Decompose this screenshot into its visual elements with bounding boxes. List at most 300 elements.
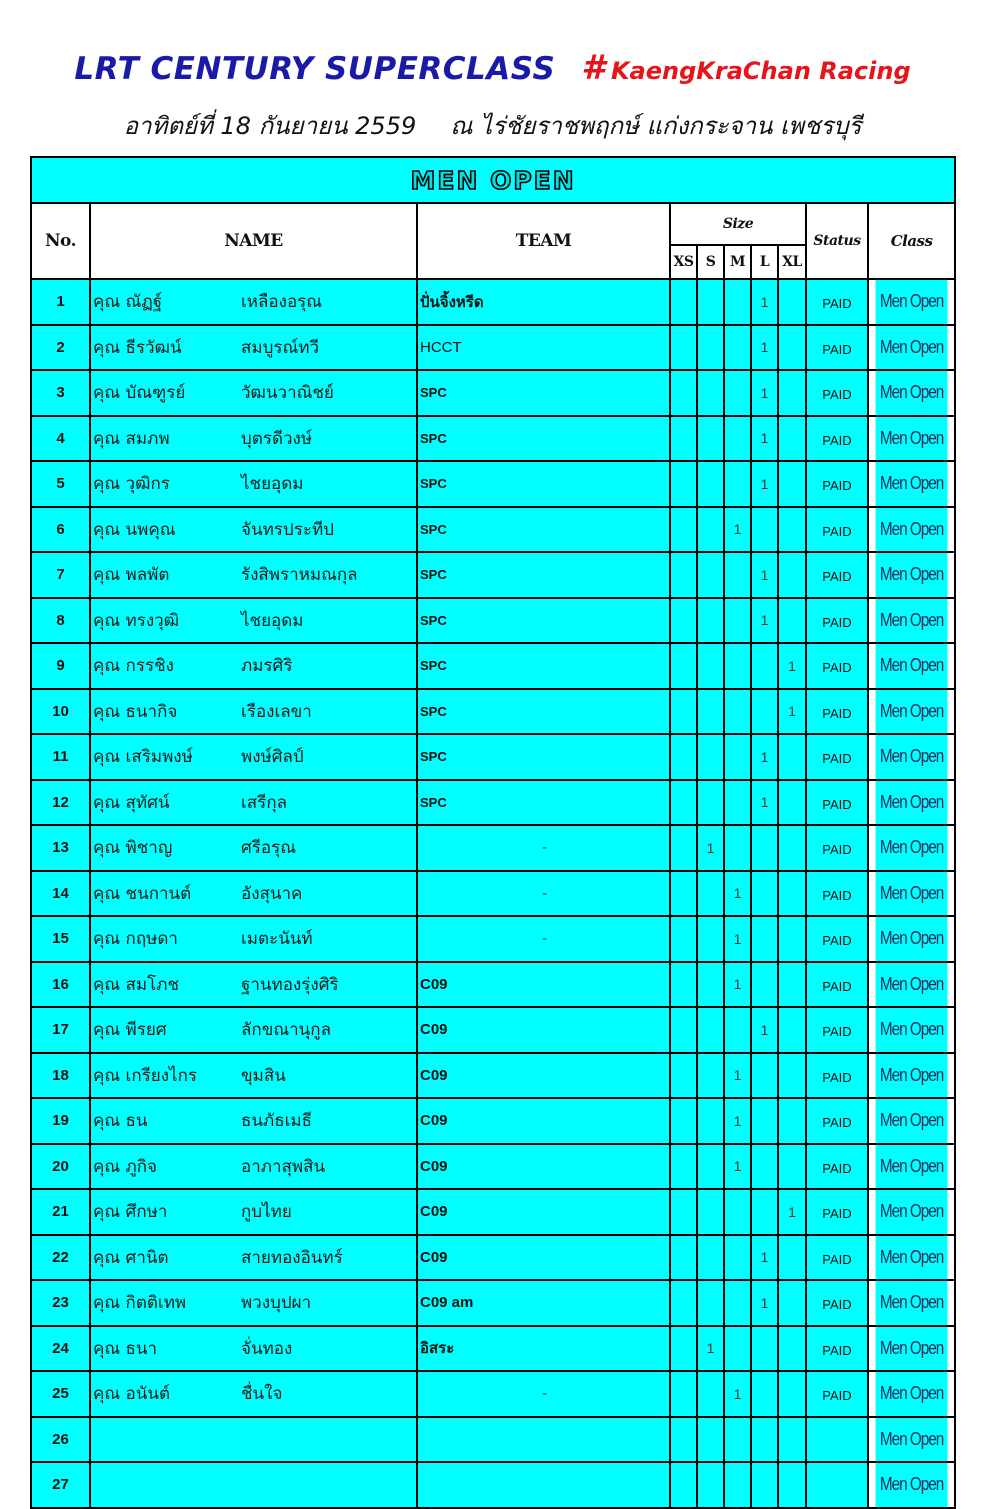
cell-size-xs [670,1371,697,1417]
cell-size-xs [670,1189,697,1235]
cell-size-m: 1 [724,507,751,553]
cell-name [90,1053,417,1099]
table-row [31,962,955,1008]
cell-size-m [724,1189,751,1235]
cell-size-m: 1 [724,1053,751,1099]
column-header-size-xl: XL [778,245,806,279]
cell-no: 26 [31,1417,90,1463]
cell-name [90,1189,417,1235]
cell-class: Men Open [875,916,949,962]
cell-size-xl [778,1371,806,1417]
cell-size-xl [778,1053,806,1099]
status-badge: PAID [806,1007,868,1053]
cell-team [417,1417,670,1463]
cell-class: Men Open [875,370,949,416]
first-name: คุณ สุทัศน์ [93,792,170,813]
status-badge: PAID [806,598,868,644]
first-name: คุณ ธนากิจ [93,701,178,722]
cell-size-m [724,734,751,780]
cell-team: อิสระ [417,1326,670,1372]
cell-size-s [697,871,724,917]
table-row [31,370,955,416]
status-badge: PAID [806,1053,868,1099]
cell-name [90,1280,417,1326]
cell-size-xs [670,643,697,689]
cell-no: 6 [31,507,90,553]
status-badge: PAID [806,825,868,871]
cell-size-xl [778,1417,806,1463]
cell-size-xl: 1 [778,689,806,735]
status-badge: PAID [806,325,868,371]
cell-size-xl: 1 [778,643,806,689]
cell-class: Men Open [875,1326,949,1372]
cell-size-xs [670,1326,697,1372]
cell-team: C09 [417,1144,670,1190]
column-header-status: Status [806,203,868,279]
cell-size-xl [778,1326,806,1372]
cell-size-s [697,1417,724,1463]
cell-size-xl [778,1098,806,1144]
cell-size-s [697,1235,724,1281]
cell-size-s [697,1007,724,1053]
cell-no: 17 [31,1007,90,1053]
status-badge: PAID [806,507,868,553]
cell-size-xs [670,825,697,871]
first-name: คุณ ธนา [93,1338,158,1359]
status-badge: PAID [806,1371,868,1417]
cell-class: Men Open [875,1280,949,1326]
cell-size-s: 1 [697,825,724,871]
cell-name [90,780,417,826]
event-title-hashtag: KaengKraChan Racing [610,57,911,85]
first-name: คุณ สมภพ [93,428,170,449]
cell-size-xl: 1 [778,1189,806,1235]
event-title [0,48,985,88]
table-row [31,1326,955,1372]
cell-size-xs [670,1280,697,1326]
cell-team: SPC [417,643,670,689]
cell-no: 13 [31,825,90,871]
cell-size-xl [778,416,806,462]
cell-size-m [724,552,751,598]
cell-size-s [697,1280,724,1326]
status-badge: PAID [806,1280,868,1326]
table-row [31,1371,955,1417]
cell-size-xs [670,780,697,826]
first-name: คุณ วุฒิกร [93,474,170,495]
first-name: คุณ พิชาญ [93,838,173,859]
cell-no: 9 [31,643,90,689]
cell-size-l [751,962,778,1008]
cell-size-l: 1 [751,1007,778,1053]
first-name: คุณ พีรยศ [93,1020,167,1041]
cell-size-m [724,825,751,871]
cell-size-m [724,643,751,689]
cell-size-l: 1 [751,416,778,462]
cell-size-xs [670,1144,697,1190]
status-badge: PAID [806,871,868,917]
cell-size-xs [670,1462,697,1508]
table-row [31,279,955,325]
cell-size-m [724,1417,751,1463]
hashtag-icon: # [581,48,605,88]
cell-size-xl [778,598,806,644]
status-badge: PAID [806,1326,868,1372]
cell-size-l [751,1189,778,1235]
cell-team: SPC [417,780,670,826]
cell-name [90,507,417,553]
cell-name [90,916,417,962]
last-name: สมบูรณ์ทวี [241,337,320,358]
cell-size-s [697,598,724,644]
first-name: คุณ พลพัต [93,565,170,586]
cell-name [90,552,417,598]
cell-size-m [724,325,751,371]
cell-size-l [751,1144,778,1190]
cell-size-xl [778,507,806,553]
first-name: คุณ เสริมพงษ์ [93,747,193,768]
registration-table [30,156,956,1509]
cell-size-xs [670,461,697,507]
event-subtitle [0,106,985,145]
cell-size-s [697,1462,724,1508]
last-name: อาภาสุพสิน [241,1156,326,1177]
cell-size-l [751,1371,778,1417]
table-row [31,916,955,962]
cell-name [90,1235,417,1281]
cell-class: Men Open [875,1371,949,1417]
table-row [31,1280,955,1326]
cell-size-xl [778,916,806,962]
cell-no: 10 [31,689,90,735]
cell-name [90,461,417,507]
column-header-size-xs: XS [670,245,697,279]
cell-size-s [697,370,724,416]
status-badge: PAID [806,689,868,735]
table-row [31,1235,955,1281]
event-date: อาทิตย์ที่ 18 กันยายน 2559 [123,112,417,140]
column-header-team: TEAM [417,203,670,279]
column-header-size-m: M [724,245,751,279]
cell-size-l [751,507,778,553]
status-badge: PAID [806,1189,868,1235]
cell-team: C09 [417,962,670,1008]
cell-class: Men Open [875,325,949,371]
last-name: ฐานทองรุ่งศิริ [241,974,339,995]
cell-size-xs [670,507,697,553]
cell-size-xs [670,598,697,644]
cell-name [90,689,417,735]
cell-name [90,279,417,325]
cell-name [90,1007,417,1053]
cell-team: C09 am [417,1280,670,1326]
cell-team: - [417,825,670,871]
last-name: จั่นทอง [241,1338,293,1359]
column-header-name: NAME [90,203,417,279]
cell-class: Men Open [875,279,949,325]
cell-size-m [724,461,751,507]
event-location: ณ ไร่ชัยราชพฤกษ์ แก่งกระจาน เพชรบุรี [450,112,862,140]
column-header-size: Size [670,203,806,245]
cell-class: Men Open [875,1235,949,1281]
cell-no: 15 [31,916,90,962]
cell-size-m [724,598,751,644]
last-name: เหลืองอรุณ [241,292,323,313]
cell-size-xs [670,916,697,962]
table-row [31,1053,955,1099]
last-name: เมตะนันท์ [241,929,313,950]
last-name: ลักขณานุกูล [241,1020,331,1041]
status-badge: PAID [806,279,868,325]
status-badge: PAID [806,1144,868,1190]
table-row [31,598,955,644]
cell-team: SPC [417,734,670,780]
cell-size-m [724,1326,751,1372]
cell-size-s [697,1098,724,1144]
cell-name [90,734,417,780]
cell-size-xs [670,962,697,1008]
cell-no: 8 [31,598,90,644]
cell-size-xl [778,1007,806,1053]
category-banner [31,157,955,203]
status-badge: PAID [806,461,868,507]
last-name: ไชยอุดม [241,474,304,495]
cell-size-xl [778,780,806,826]
cell-size-m: 1 [724,1098,751,1144]
table-row [31,1462,955,1508]
cell-class: Men Open [875,962,949,1008]
status-badge: PAID [806,552,868,598]
table-row [31,734,955,780]
cell-name [90,1371,417,1417]
cell-size-xs [670,279,697,325]
first-name: คุณ นพคุณ [93,519,176,540]
status-badge: PAID [806,370,868,416]
cell-size-l: 1 [751,780,778,826]
cell-no: 7 [31,552,90,598]
table-row [31,1189,955,1235]
table-row [31,1417,955,1463]
cell-team: - [417,916,670,962]
cell-size-xs [670,689,697,735]
status-badge [806,1417,868,1463]
cell-size-xs [670,416,697,462]
cell-class: Men Open [875,507,949,553]
cell-size-l [751,871,778,917]
cell-team: ปั่นจิ้งหรีด [417,279,670,325]
first-name: คุณ ศึกษา [93,1202,168,1223]
status-badge: PAID [806,1235,868,1281]
cell-class: Men Open [875,871,949,917]
cell-class: Men Open [875,825,949,871]
cell-no: 18 [31,1053,90,1099]
cell-name [90,1326,417,1372]
cell-size-s: 1 [697,1326,724,1372]
cell-size-xl [778,279,806,325]
cell-class: Men Open [875,643,949,689]
first-name: คุณ อนันต์ [93,1384,171,1405]
cell-team: C09 [417,1235,670,1281]
cell-class: Men Open [875,1189,949,1235]
first-name: คุณ กฤษดา [93,929,178,950]
cell-size-xl [778,461,806,507]
cell-class: Men Open [875,1462,949,1508]
cell-no: 20 [31,1144,90,1190]
cell-size-s [697,689,724,735]
last-name: ไชยอุดม [241,610,304,631]
cell-team: SPC [417,370,670,416]
cell-class: Men Open [875,1144,949,1190]
cell-size-s [697,1371,724,1417]
cell-no: 1 [31,279,90,325]
last-name: พวงบุปผา [241,1293,312,1314]
cell-size-s [697,1053,724,1099]
last-name: ศรีอรุณ [241,838,297,859]
cell-size-s [697,916,724,962]
first-name: คุณ ณัฏฐ์ [93,292,163,313]
cell-team: C09 [417,1007,670,1053]
cell-size-s [697,325,724,371]
cell-no: 11 [31,734,90,780]
event-title-main: LRT CENTURY SUPERCLASS [74,51,556,87]
cell-no: 27 [31,1462,90,1508]
first-name: คุณ บัณฑูรย์ [93,383,186,404]
cell-size-l [751,643,778,689]
cell-name [90,1098,417,1144]
cell-size-l: 1 [751,325,778,371]
cell-size-xl [778,1280,806,1326]
cell-team: SPC [417,552,670,598]
cell-team [417,1462,670,1508]
cell-size-s [697,461,724,507]
cell-size-s [697,1189,724,1235]
cell-team: SPC [417,416,670,462]
status-badge: PAID [806,734,868,780]
cell-team: - [417,1371,670,1417]
cell-size-l [751,1326,778,1372]
cell-size-l [751,689,778,735]
cell-size-m: 1 [724,871,751,917]
cell-size-xl [778,825,806,871]
first-name: คุณ เกรียงไกร [93,1065,198,1086]
last-name: จันทรประทีป [241,519,334,540]
cell-size-l [751,1098,778,1144]
status-badge: PAID [806,416,868,462]
cell-name [90,825,417,871]
first-name: คุณ ธีรวัฒน์ [93,337,182,358]
cell-size-l: 1 [751,461,778,507]
cell-size-m [724,689,751,735]
cell-size-xs [670,871,697,917]
cell-team: SPC [417,461,670,507]
last-name: พงษ์ศิลป์ [241,747,304,768]
first-name: คุณ ศานิต [93,1247,169,1268]
first-name: คุณ ทรงวุฒิ [93,610,180,631]
cell-size-xs [670,1007,697,1053]
cell-size-s [697,416,724,462]
cell-name [90,1462,417,1508]
status-badge: PAID [806,780,868,826]
cell-team: SPC [417,507,670,553]
table-row [31,552,955,598]
status-badge: PAID [806,962,868,1008]
cell-size-l: 1 [751,279,778,325]
cell-size-m [724,1280,751,1326]
table-row [31,325,955,371]
cell-size-l: 1 [751,734,778,780]
cell-no: 2 [31,325,90,371]
last-name: วัฒนวาณิชย์ [241,383,334,404]
last-name: ภมรศิริ [241,656,293,677]
cell-size-s [697,643,724,689]
cell-class: Men Open [875,780,949,826]
cell-size-xl [778,1144,806,1190]
last-name: กูบไทย [241,1202,292,1223]
first-name: คุณ กิตติเทพ [93,1293,187,1314]
last-name: ธนภัธเมธี [241,1111,312,1132]
cell-size-xs [670,734,697,780]
column-header-class: Class [868,203,955,279]
cell-no: 4 [31,416,90,462]
cell-size-m [724,1007,751,1053]
cell-no: 23 [31,1280,90,1326]
status-badge: PAID [806,916,868,962]
cell-name [90,643,417,689]
cell-size-l: 1 [751,370,778,416]
first-name: คุณ กรรชิง [93,656,174,677]
cell-size-xl [778,962,806,1008]
last-name: ขุมสิน [241,1065,286,1086]
cell-size-xl [778,370,806,416]
cell-size-s [697,507,724,553]
table-row [31,825,955,871]
table-row [31,780,955,826]
cell-no: 12 [31,780,90,826]
table-row [31,871,955,917]
cell-size-xs [670,552,697,598]
column-header-size-s: S [697,245,724,279]
cell-size-l: 1 [751,1280,778,1326]
cell-size-s [697,1144,724,1190]
cell-size-xs [670,1235,697,1281]
cell-name [90,1417,417,1463]
last-name: อังสุนาค [241,883,303,904]
table-row [31,1007,955,1053]
cell-team: C09 [417,1189,670,1235]
last-name: รังสิพราหมณกุล [241,565,358,586]
cell-size-xl [778,1462,806,1508]
cell-class: Men Open [875,1007,949,1053]
cell-size-xs [670,1417,697,1463]
cell-size-s [697,552,724,598]
cell-no: 5 [31,461,90,507]
cell-size-xs [670,1053,697,1099]
last-name: เสรีกุล [241,792,288,813]
table-row [31,507,955,553]
last-name: เรืองเลขา [241,701,312,722]
column-header-no: No. [31,203,90,279]
cell-size-s [697,279,724,325]
cell-class: Men Open [875,1417,949,1463]
cell-team: C09 [417,1053,670,1099]
cell-class: Men Open [875,598,949,644]
cell-team: SPC [417,689,670,735]
cell-size-l [751,825,778,871]
cell-size-m [724,416,751,462]
cell-name [90,962,417,1008]
table-row [31,416,955,462]
cell-size-m: 1 [724,916,751,962]
